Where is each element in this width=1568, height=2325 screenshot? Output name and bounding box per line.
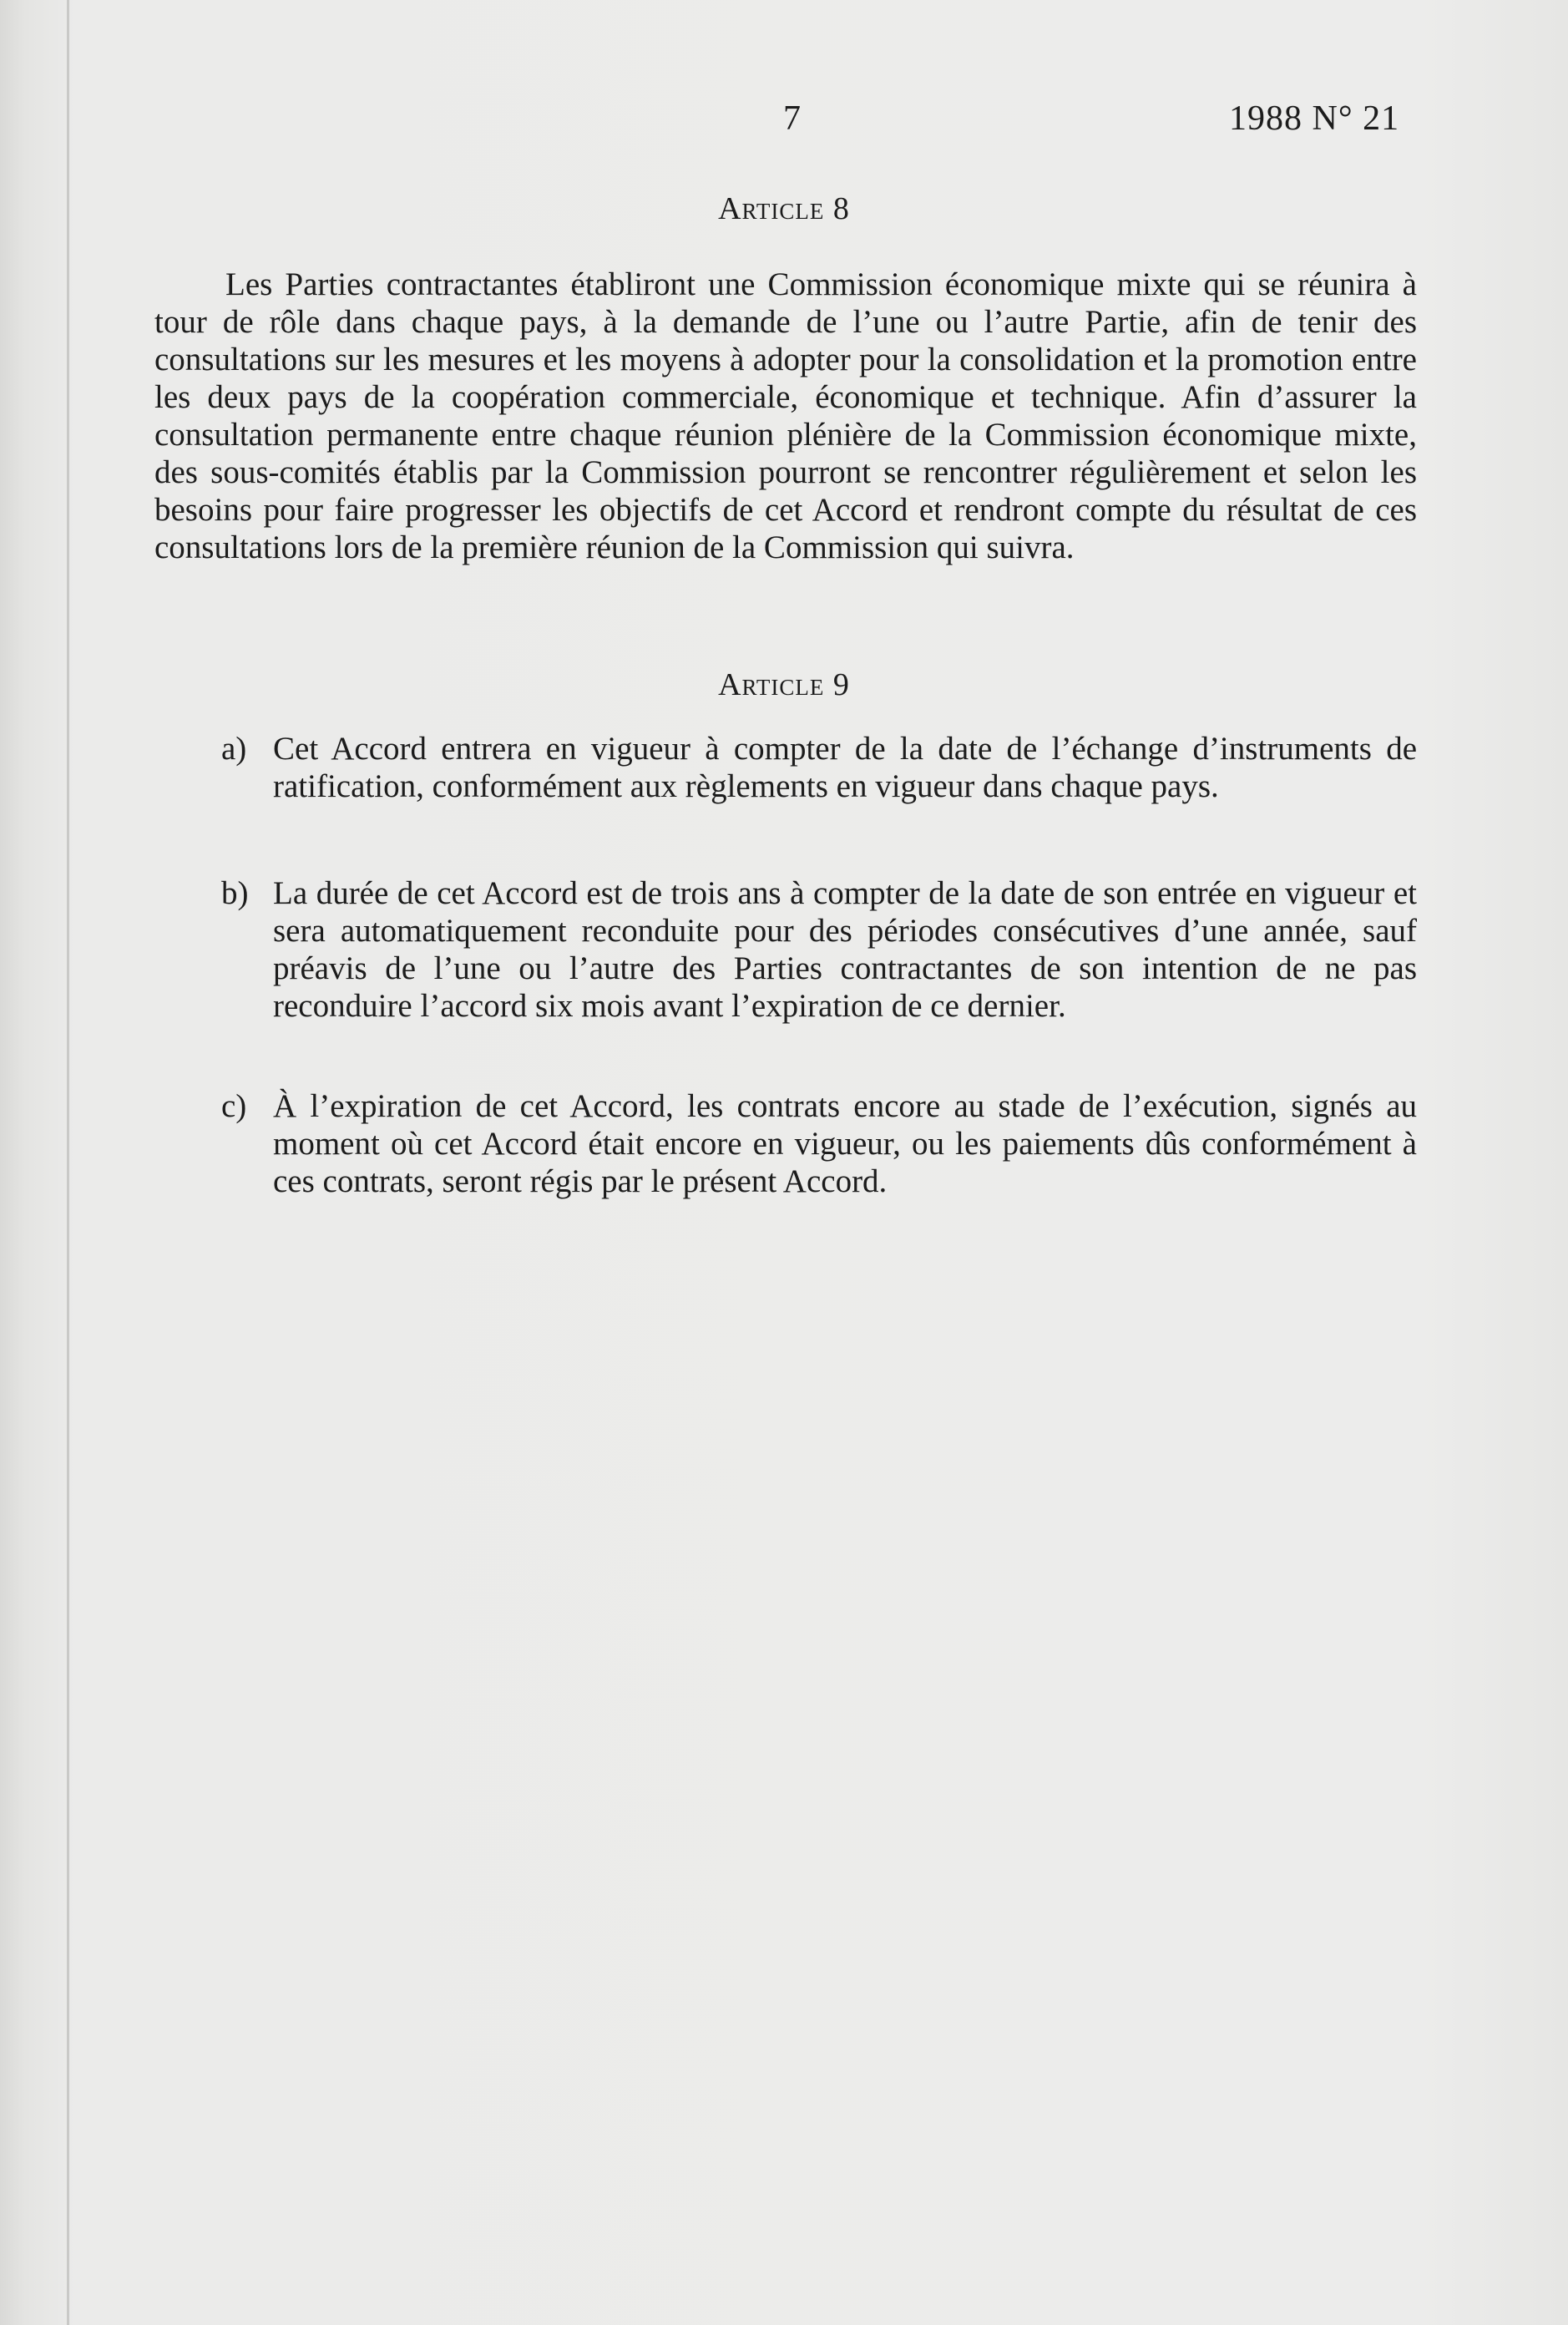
item-text: La durée de cet Accord est de trois ans à compter de la date de son entrée en vigueur et sera automatiquement reconduite pour des périodes consécutives d’une année, sauf préavis de l’une ou l’autre des Parties contractantes de son intention de ne pas reconduire l’accord six mois avant l’expiration de ce dernier. — [273, 875, 1417, 1024]
item-text: Cet Accord entrera en vigueur à compter de la date de l’échange d’instruments de ratification, conformément aux règlements en vigueur dans chaque pays. — [273, 731, 1417, 804]
page-header — [0, 99, 1568, 149]
article-9-heading: Article 9 — [718, 667, 850, 702]
article-9-item-c — [221, 1087, 1417, 1200]
article-8-heading: Article 8 — [718, 191, 850, 226]
article-9-item-b — [221, 874, 1417, 1025]
page-binding-edge — [67, 0, 69, 2325]
item-marker: c) — [221, 1088, 247, 1124]
item-marker: b) — [221, 875, 249, 911]
article-8-paragraph: Les Parties contractantes établiront une Commission économique mixte qui se réunira à tour de rôle dans chaque pays, à la demande de l’une ou l’autre Partie, afin de tenir des consultations sur les mesures et les moyens à adopter pour la consolidation et la promotion entre les deux pays de la coopération commerciale, économique et technique. Afin d’assurer la consultation permanente entre chaque réunion plénière de la Commission économique mixte, des sous-comités établis par la Commission pourront se rencontrer régulièrement et selon les besoins pour faire progresser les objectifs de cet Accord et rendront compte du résultat de ces consultations lors de la première réunion de la Commission qui suivra. — [154, 266, 1417, 565]
page-number: 7 — [783, 99, 801, 138]
item-marker: a) — [221, 731, 247, 767]
item-text: À l’expiration de cet Accord, les contrats encore au stade de l’exécution, signés au moment où cet Accord était encore en vigueur, ou les paiements dûs conformément à ces contrats, seront régis par le présent Accord. — [273, 1088, 1417, 1199]
article-9-item-a — [221, 730, 1417, 805]
year-and-number: 1988 N° 21 — [1229, 99, 1400, 138]
